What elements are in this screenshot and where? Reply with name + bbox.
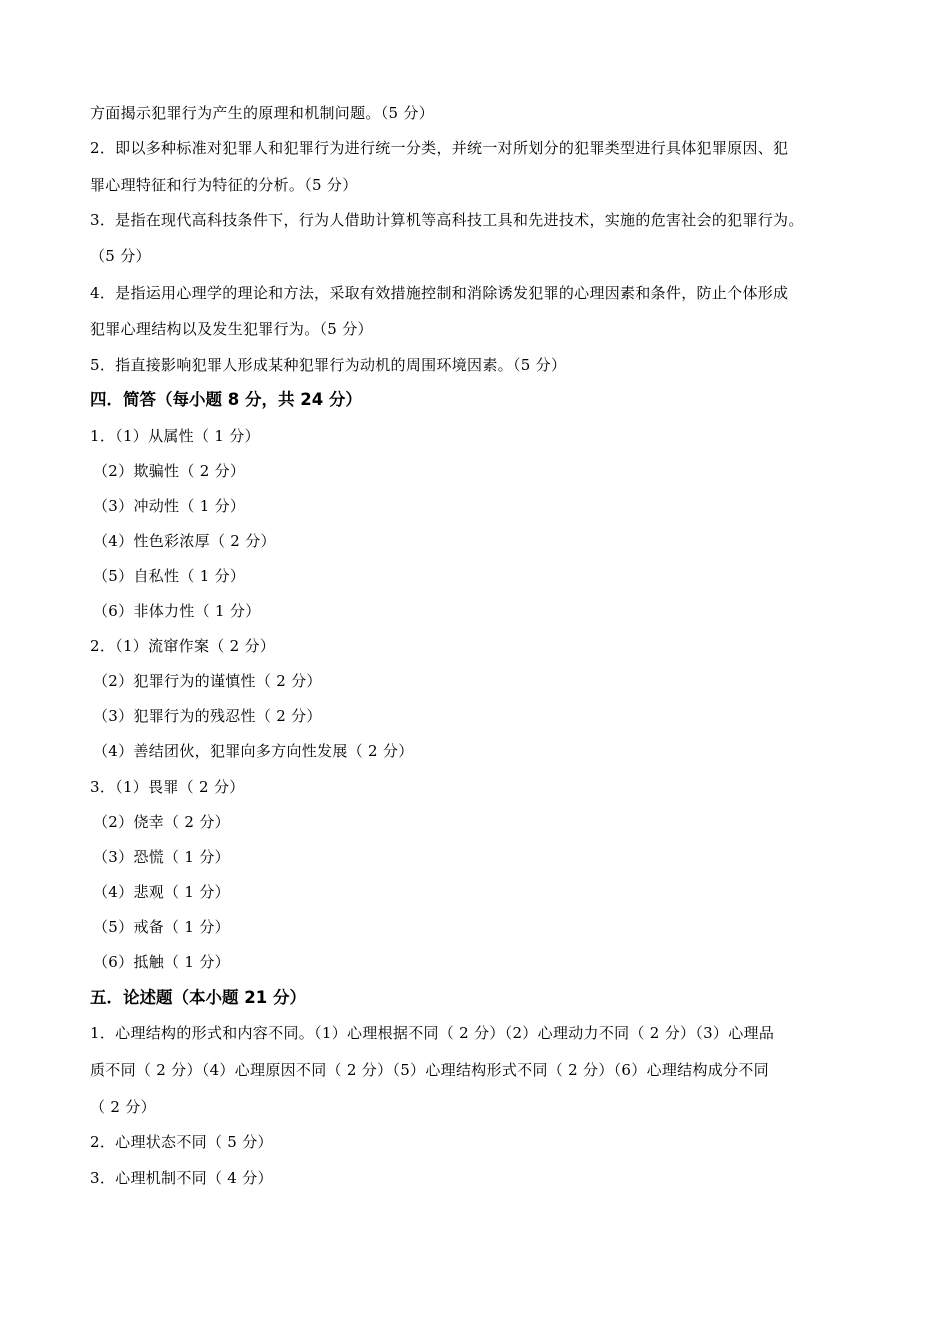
answer-line: （3）犯罪行为的残忍性（ 2 分） <box>93 707 322 725</box>
answer-line: （4）性色彩浓厚（ 2 分） <box>93 532 276 550</box>
answer-line: （5）戒备（ 1 分） <box>93 918 230 936</box>
answer-line: （2）犯罪行为的谨慎性（ 2 分） <box>93 672 322 690</box>
answer-line: 质不同（ 2 分）（4）心理原因不同（ 2 分）（5）心理结构形式不同（ 2 分）（6）心理结构成分不同 <box>90 1061 769 1079</box>
answer-line: 5．指直接影响犯罪人形成某种犯罪行为动机的周围环境因素。（5 分） <box>90 356 567 374</box>
answer-line: 1．（1）从属性（ 1 分） <box>90 427 260 445</box>
answer-line: 罪心理特征和行为特征的分析。（5 分） <box>90 176 358 194</box>
section-heading: 四．简答（每小题 8 分，共 24 分） <box>90 390 362 409</box>
answer-line: 4．是指运用心理学的理论和方法，采取有效措施控制和消除诱发犯罪的心理因素和条件，防止个体形成 <box>90 284 789 302</box>
answer-line: 1．心理结构的形式和内容不同。（1）心理根据不同（ 2 分）（2）心理动力不同（ 2 分）（3）心理品 <box>90 1024 775 1042</box>
answer-line: （6）非体力性（ 1 分） <box>93 602 261 620</box>
answer-line: （4）悲观（ 1 分） <box>93 883 230 901</box>
section-heading: 五．论述题（本小题 21 分） <box>90 988 306 1007</box>
answer-line: 2．（1）流窜作案（ 2 分） <box>90 637 276 655</box>
answer-line: （ 2 分） <box>90 1098 156 1116</box>
answer-line: （4）善结团伙，犯罪向多方向性发展（ 2 分） <box>93 742 414 760</box>
answer-line: （3）冲动性（ 1 分） <box>93 497 246 515</box>
answer-line: 方面揭示犯罪行为产生的原理和机制问题。（5 分） <box>90 104 435 122</box>
answer-line: （2）欺骗性（ 2 分） <box>93 462 246 480</box>
answer-line: （5）自私性（ 1 分） <box>93 567 246 585</box>
answer-line: （2）侥幸（ 2 分） <box>93 813 230 831</box>
answer-line: 2．即以多种标准对犯罪人和犯罪行为进行统一分类，并统一对所划分的犯罪类型进行具体犯罪原因、犯 <box>90 139 789 157</box>
answer-line: 犯罪心理结构以及发生犯罪行为。（5 分） <box>90 320 373 338</box>
answer-line: 3．是指在现代高科技条件下，行为人借助计算机等高科技工具和先进技术，实施的危害社会的犯罪行为。 <box>90 211 804 229</box>
answer-line: 2．心理状态不同（ 5 分） <box>90 1133 273 1151</box>
answer-line: （6）抵触（ 1 分） <box>93 953 230 971</box>
answer-line: （5 分） <box>90 247 151 265</box>
answer-line: 3．（1）畏罪（ 2 分） <box>90 778 245 796</box>
answer-line: （3）恐慌（ 1 分） <box>93 848 230 866</box>
answer-line: 3．心理机制不同（ 4 分） <box>90 1169 273 1187</box>
